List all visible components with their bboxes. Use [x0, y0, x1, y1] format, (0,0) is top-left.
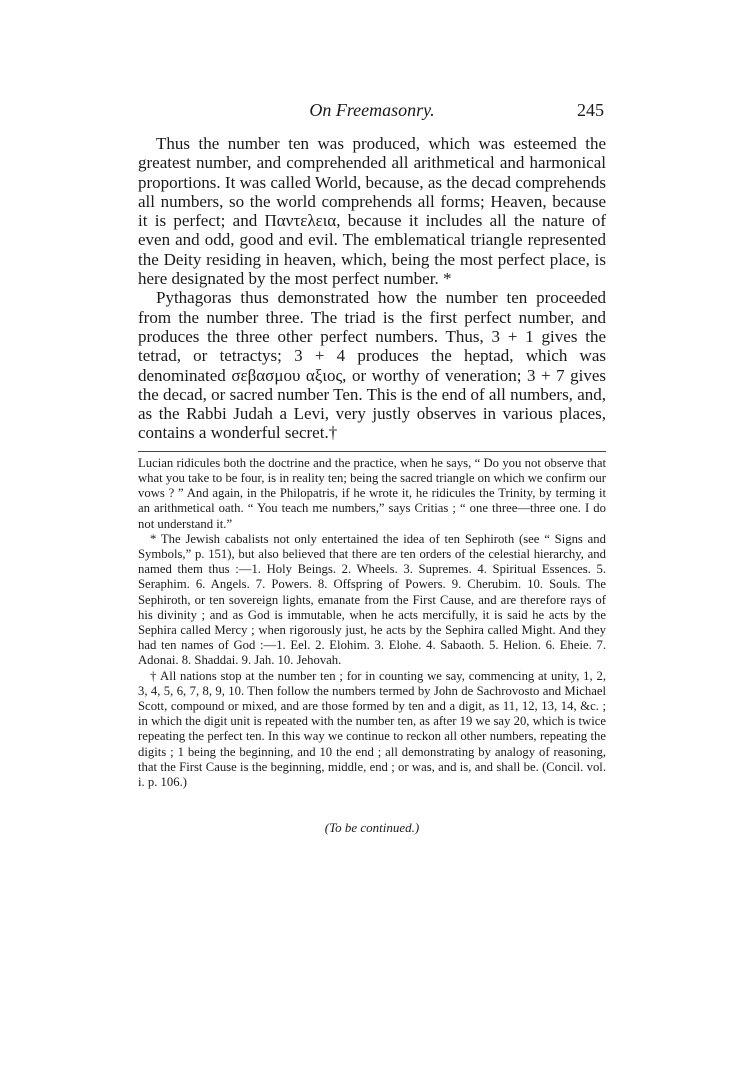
footnote-star: * The Jewish cabalists not only entertained the idea of ten Sephiroth (see “ Signs and Symbols,” p. 151), but also believed that there are ten orders of the celestial hierarchy, and named them thus :—1. Holy Beings. 2. Wheels. 3. Supremes. 4. Spiritual Essences. 5. Seraphim. 6. Angels. 7. Powers. 8. Offspring of Powers. 9. Cherubim. 10. Souls. The Sephiroth, or ten sovereign lights, emanate from the First Cause, and are therefore rays of his divinity ; and as God is immutable, when he acts mercifully, it is said he acts by the Sephira called Mercy ; when rigorously just, he acts by the Sephira called Might. And they had ten names of God :—1. Eel. 2. Elohim. 3. Elohe. 4. Sabaoth. 5. Helion. 6. Eheie. 7. Adonai. 8. Shaddai. 9. Jah. 10. Jehovah.: [138, 531, 606, 668]
page-header: [138, 100, 606, 124]
main-text: [138, 134, 606, 443]
page-number: 245: [577, 100, 604, 120]
book-page: [138, 100, 606, 836]
footnote-continuation: Lucian ridicules both the doctrine and the practice, when he says, “ Do you not observe that what you take to be four, is in reality ten; being the sacred triangle on which we confirm our vows ? ” And again, in the Philopatris, if he wrote it, he ridicules the Trinity, by terming it an arithmetical oath. “ You teach me numbers,” says Critias ; “ one three—three one. I do not understand it.”: [138, 455, 606, 531]
footnote-divider: [138, 451, 606, 452]
paragraph-decad: Thus the number ten was produced, which was esteemed the greatest number, and comprehended all arithmetical and harmonical proportions. It was called World, because, as the decad comprehends all numbers, so the world comprehends all forms; Heaven, because it is perfect; and Παντελεια, because it includes all the nature of even and odd, good and evil. The emblematical triangle represented the Deity residing in heaven, which, being the most perfect place, is here designated by the most perfect number. *: [138, 134, 606, 289]
footnote-dagger: † All nations stop at the number ten ; for in counting we say, commencing at unity, 1, 2, 3, 4, 5, 6, 7, 8, 9, 10. Then follow the numbers termed by John de Sachrovosto and Michael Scott, compound or mixed, and are those formed by ten and a digit, as 11, 12, 13, 14, &c. ; in which the digit unit is repeated with the number ten, as after 19 we say 20, which is twice repeating the perfect ten. In this way we continue to reckon all other numbers, repeating the digits ; 1 being the beginning, and 10 the end ; all demonstrating by analogy of reasoning, that the First Cause is the beginning, middle, end ; or was, and is, and shall be. (Concil. vol. i. p. 106.): [138, 668, 606, 790]
continued-label: (To be continued.): [324, 820, 420, 836]
running-title: On Freemasonry.: [309, 100, 435, 120]
paragraph-pythagoras: Pythagoras thus demonstrated how the number ten proceeded from the number three. The triad is the first perfect number, and produces the three other perfect numbers. Thus, 3 + 1 gives the tetrad, or tetractys; 3 + 4 produces the heptad, which was denominated σεβασμου αξιος, or worthy of veneration; 3 + 7 gives the decad, or sacred number Ten. This is the end of all numbers, and, as the Rabbi Judah a Levi, very justly observes in various places, contains a wonderful secret.†: [138, 288, 606, 443]
footnotes: [138, 456, 606, 790]
to-be-continued: [138, 820, 606, 836]
